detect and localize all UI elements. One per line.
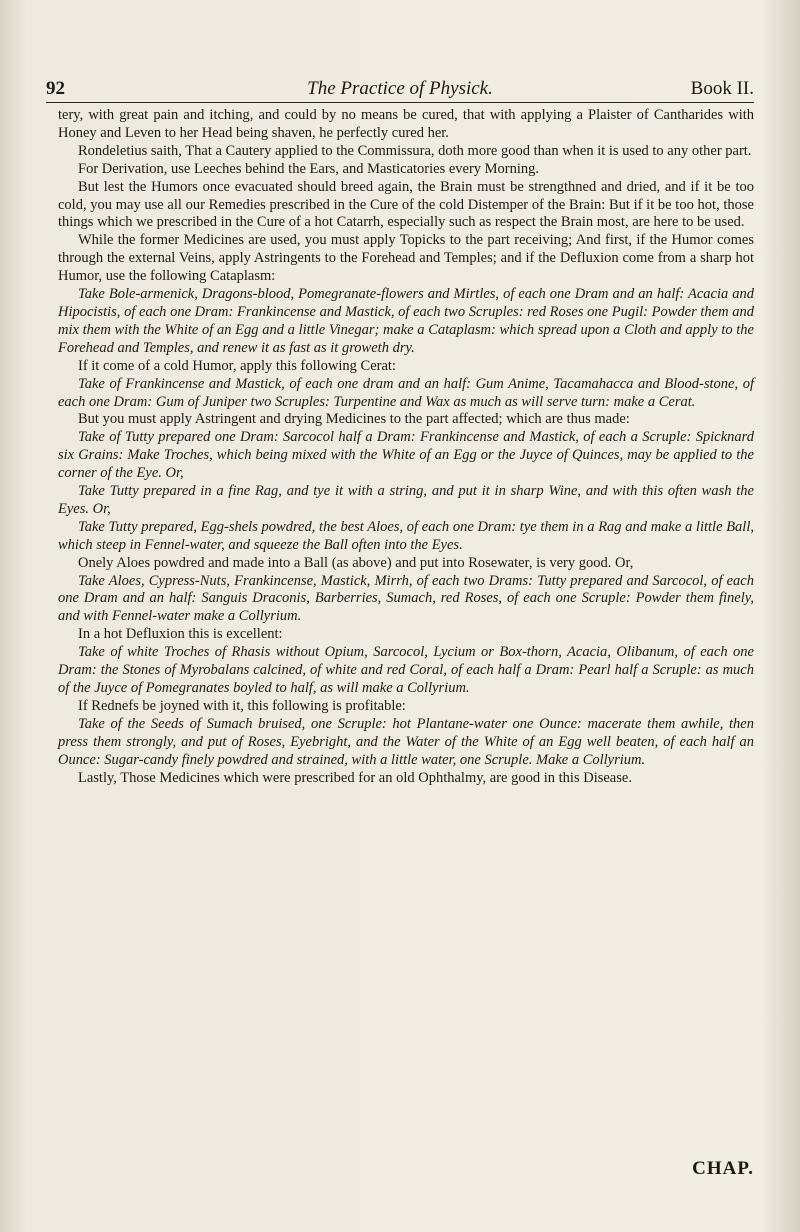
recipe-paragraph: Take of the Seeds of Sumach bruised, one Scruple: hot Plantane-water one Ounce: macerate them awhile, then press them strongly, and put of Roses, Eyebright, and the Water of the White of an Egg well beaten, of each half an Ounce: Sugar-candy finely powdred and strained, with a little water, one Scruple. Make a Collyrium.: [58, 715, 754, 768]
paragraph: For Derivation, use Leeches behind the Ears, and Masticatories every Morning.: [78, 160, 540, 177]
paragraph: Lastly, Those Medicines which were prescribed for an old Ophthalmy, are good in this Disease.: [78, 769, 632, 786]
paragraph: But lest the Humors once evacuated should breed again, the Brain must be strengthned and dried, and if it be too cold, you may use all our Remedies prescribed in the Cure of the cold Distemper of the Brain: But if it be too hot, those things which we prescribed in the Cure of a hot Catarrh, especially such as respect the Brain most, are here to be used.: [58, 178, 754, 231]
recipe-paragraph: Take of Tutty prepared one Dram: Sarcocol half a Dram: Frankincense and Mastick, of each a Scruple: Spicknard six Grains: Make Troches, which being mixed with the White of an Egg or the Juyce of Quinces, may be applied to the corner of the Eye. Or,: [58, 429, 754, 482]
book-label: Book II.: [690, 78, 754, 99]
paragraph: In a hot Defluxion this is excellent:: [78, 626, 283, 643]
page-number: 92: [46, 78, 65, 99]
paragraph: tery, with great pain and itching, and could by no means be cured, that with applying a Plaister of Cantharides with Honey and Leven to her Head being shaven, he perfectly cured her.: [58, 107, 754, 141]
paragraph: If it come of a cold Humor, apply this following Cerat:: [78, 357, 396, 374]
catchword: CHAP.: [692, 1158, 754, 1179]
recipe-paragraph: Take of white Troches of Rhasis without Opium, Sarcocol, Lycium or Box-thorn, Acacia, Olibanum, of each one Dram: the Stones of Myrobalans calcined, of white and red Coral, of each half a Dram: Pearl half a Scruple: as much of the Juyce of Pomegranates boyled to half, as will make a Collyrium.: [58, 644, 754, 696]
running-title: The Practice of Physick.: [307, 78, 493, 99]
paragraph: But you must apply Astringent and drying Medicines to the part affected; which are thus made:: [78, 411, 630, 428]
recipe-paragraph: Take Bole-armenick, Dragons-blood, Pomegranate-flowers and Mirtles, of each one Dram and an half: Acacia and Hipocistis, of each one Dram: Frankincense and Mastick, of each two Scruples: red Roses one Pugil: Powder them and mix them with the White of an Egg and a little Vinegar; make a Cataplasm: which spread upon a Cloth and apply to the Forehead and Temples, and renew it as fast as it groweth dry.: [58, 286, 754, 356]
recipe-paragraph: Take Tutty prepared in a fine Rag, and tye it with a string, and put it in sharp Wine, and with this often wash the Eyes. Or,: [58, 483, 754, 517]
recipe-paragraph: Take of Frankincense and Mastick, of each one dram and an half: Gum Anime, Tacamahacca and Blood-stone, of each one Dram: Gum of Juniper two Scruples: Turpentine and Wax as much as will serve turn: make a Cerat.: [58, 375, 754, 410]
paragraph: Rondeletius saith, That a Cautery applied to the Commissura, doth more good than when it is used to any other part.: [78, 142, 752, 159]
paragraph: While the former Medicines are used, you must apply Topicks to the part receiving; And first, if the Humor comes through the external Veins, apply Astringents to the Forehead and Temples; and if the Defluxion come from a sharp hot Humor, use the following Cataplasm:: [58, 232, 754, 285]
page-body: [58, 107, 754, 787]
running-header: [46, 76, 754, 103]
paragraph: If Rednefs be joyned with it, this following is profitable:: [78, 697, 406, 714]
recipe-paragraph: Take Aloes, Cypress-Nuts, Frankincense, Mastick, Mirrh, of each two Drams: Tutty prepared and Sarcocol, of each one Dram and an half: Sanguis Draconis, Barberries, Sumach, red Roses, of each one Scruple: Powder them finely, and with Fennel-water make a Collyrium.: [58, 572, 754, 625]
recipe-paragraph: Take Tutty prepared, Egg-shels powdred, the best Aloes, of each one Dram: tye them in a Rag and make a little Ball, which steep in Fennel-water, and squeeze the Ball often into the Eyes.: [58, 518, 754, 553]
paragraph: Onely Aloes powdred and made into a Ball (as above) and put into Rosewater, is very good. Or,: [78, 554, 634, 571]
